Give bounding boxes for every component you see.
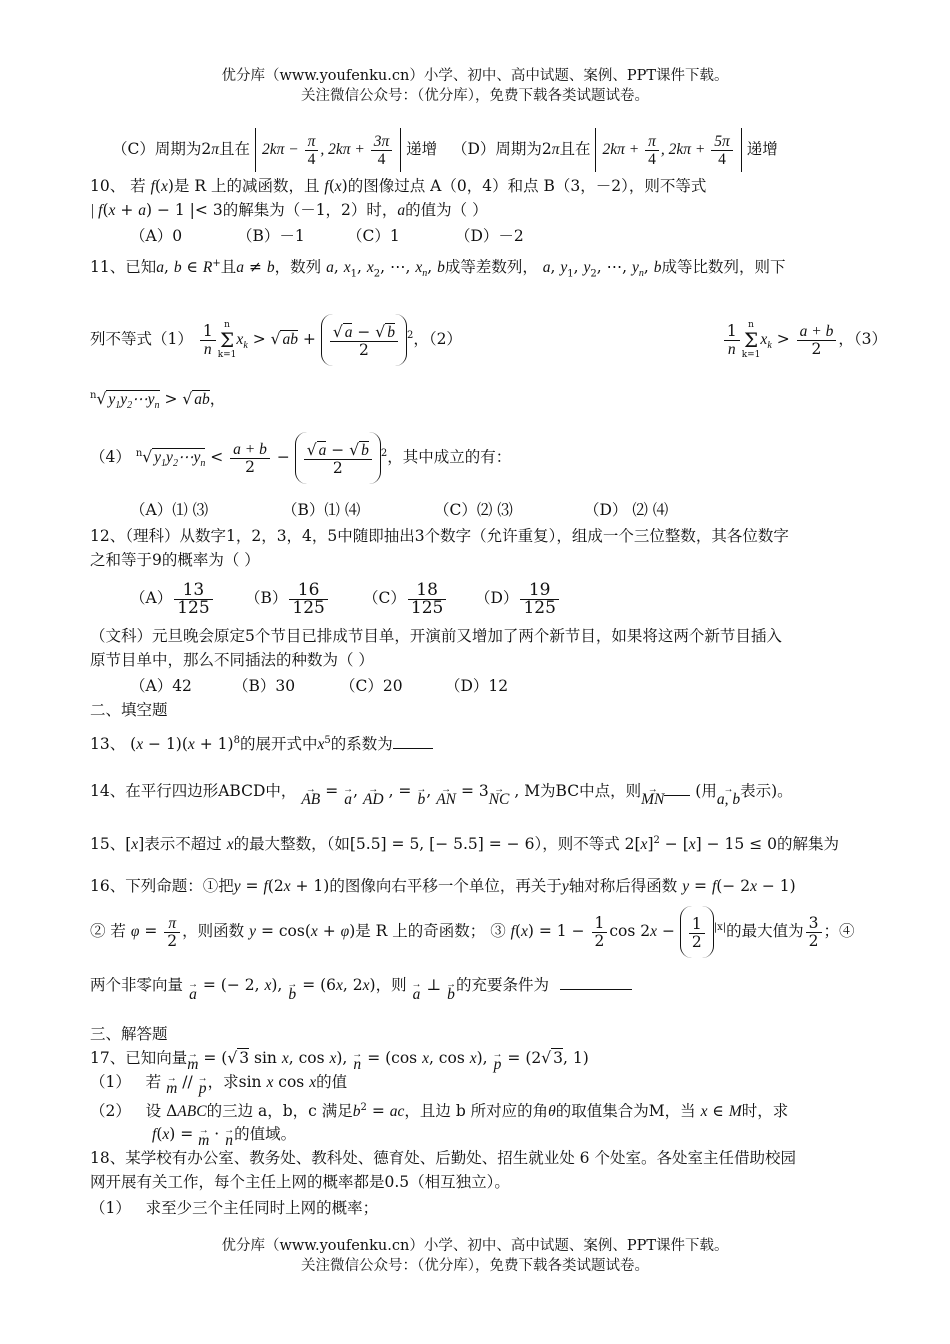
q13-b: 的展开式中 [239, 735, 318, 754]
q16-f: 是 R 上的奇函数； ③ [355, 922, 506, 941]
q16-line-3: 两个非零向量 → a = (− 2, x), → b = (6x, 2x)，则 → a ⊥ → b的充要条件为 [90, 970, 858, 1001]
q17-p2b: 的三边 a，b，c 满足 [206, 1102, 353, 1121]
q12-option-a-num: 13 [174, 582, 212, 600]
q11-text-g: ，（2） [413, 330, 462, 349]
q11-text-a: 11、已知 [90, 258, 157, 277]
section-3-title: 三、解答题 [90, 1025, 168, 1043]
q14-a: 14、在平行四边形ABCD中， [90, 782, 297, 800]
q17-p1a: 若 [145, 1073, 162, 1091]
q12-option-c: （C） $\frac{18}{125}$ [363, 576, 475, 620]
q10-text-c: 的图像过点 A（0，4）和点 B（3，－2），则不等式 [347, 177, 707, 195]
q10-option-a: （A）0 [130, 227, 183, 245]
q12-wen-line-1: （文科）元旦晚会原定5个节目已排成节目单，开演前又增加了两个新节目，如果将这两个新节目插入 [90, 627, 782, 645]
q11-line-4: （4） $^n$√ $y_1y_2\cdots y_n$ < $\frac{a + b}{2}$ − $\frac{√ a - √ b}{2}$ $^2$，其中成立的有： [90, 430, 858, 488]
page-footer [0, 1236, 950, 1276]
q12-wen-option-d: （D）12 [445, 677, 509, 695]
q10-option-c: （C）1 [347, 227, 400, 245]
q18-line-2: 网开展有关工作，每个主任上网的概率都是0.5（相互独立）。 [90, 1173, 510, 1191]
q15-e: 的解集为 [776, 835, 839, 854]
q11-text-k: ，其中成立的有： [387, 448, 512, 467]
q12-options [130, 576, 858, 620]
q11-text-d: 成等差数列， [444, 258, 538, 277]
q12-option-d-num: 19 [520, 582, 558, 600]
q18-part-1 [90, 1196, 858, 1220]
q16-c: 轴对称后得函数 [568, 877, 678, 895]
q10-text-e: 的值为（ ） [405, 201, 488, 219]
q9-c-suffix: 递增 [406, 140, 438, 158]
q12-line-1: 12、（理科）从数字1，2，3，4，5中随即抽出3个数字（允许重复），组成一个三位整数，其各位数字 [90, 527, 789, 545]
q17-a: 17、已知向量 [90, 1049, 188, 1067]
q16-j: ，则 [375, 976, 407, 994]
q17-p2a: 设 [145, 1102, 162, 1121]
q9-c-interval: 2kπ − $\frac{\pi}{4}$ , 2kπ + $\frac{3\pi}{4}$ [255, 128, 401, 172]
q17-part-1: （1） 若 → m // → p，求sin x cos x的值 [90, 1070, 858, 1095]
q12-option-b-num: 16 [289, 582, 327, 600]
q12-option-b: （B） $\frac{16}{125}$ [245, 576, 363, 620]
q12-option-b-den: 125 [292, 597, 325, 618]
q12-wen-option-c: （C）20 [340, 677, 403, 695]
q16-line-2: ② 若 φ = $\frac{\pi}{2}$ ，则函数 y = cos(x + φ)是 R 上的奇函数； ③ f(x) = 1 − $\frac{1}{2}$ cos 2x − $\frac{1}{2}$ $^{|x|}$的最大值为 $\frac{3}{2}$ ；④ [90, 904, 858, 958]
q12-option-c-num: 18 [408, 582, 446, 600]
q17-p2e: 时，求 [741, 1102, 789, 1121]
q11-option-a: （A）⑴ ⑶ [130, 501, 209, 519]
q11-line-3: $^n$√ $y_1y_2\cdots y_n$ > √ ab， [90, 390, 226, 412]
q13: 13、 $(x - 1)(x + 1)^8$的展开式中$x^5$的系数为 [90, 726, 858, 760]
q16-b: 的图像向右平移一个单位，再关于 [329, 877, 562, 895]
q9-c-prefix: （C）周期为2 [112, 140, 212, 158]
q12-wen-options [130, 674, 858, 698]
q15-c: 的最大整数，（如 [233, 835, 350, 854]
q10-text-d: 的解集为（－1，2）时， [222, 201, 398, 219]
q11-text-j: （4） [90, 448, 131, 467]
q12-wen-line-2: 原节目单中，那么不同插法的种数为（ ） [90, 651, 374, 669]
q15-a: 15、 [90, 835, 126, 854]
q9-c-mid: 且在 [219, 140, 251, 158]
q17-p2c: ，且边 b 所对应的角 [404, 1102, 549, 1121]
q15-b: 表示不超过 [144, 835, 222, 854]
q11-line-1: 11、已知a, b ∈ R+且a ≠ b，数列 a, $x_1$, $x_2$, ⋯, $x_n$, b成等差数列， a, $y_1$, $y_2$, ⋯, $y_n$, b成等比数列，则下 [90, 258, 786, 280]
q16-h: ；④ [823, 922, 855, 941]
q9-d-prefix: （D）周期为2 [451, 140, 552, 158]
q12-option-c-den: 125 [410, 597, 444, 618]
q12-wen-option-a: （A）42 [130, 677, 192, 695]
q12-option-d: （D） $\frac{19}{125}$ [475, 576, 561, 620]
q15-d: ），则不等式 [534, 835, 620, 854]
q9-d-mid: 且在 [559, 140, 591, 158]
q10-text-a: 10、 若 [90, 177, 146, 195]
q11-line-2: 列不等式（1） $\frac{1}{n}$ n Σ $k=1x_k$ > √ ab + $\frac{√ a - √ b}{2}$ $^2$，（2） $\frac{1}{n}$ n Σ $k=1x_k$ > $\frac{a + b}{2}$ ，（3） [90, 312, 858, 370]
q10-option-d: （D）－2 [455, 227, 524, 245]
q17-p2f: 的值域。 [234, 1125, 297, 1143]
q13-c: 的系数为 [330, 735, 393, 754]
q17-part-2: （2） 设 ΔABC的三边 a，b，c 满足$b^2$ = ac，且边 b 所对应的角θ的取值集合为M，当 x ∈ M时，求 [90, 1102, 789, 1121]
q10-line-1: 10、 若 f(x)是 R 上的减函数，且 f(x)的图像过点 A（0，4）和点 B（3，－2），则不等式 [90, 177, 707, 195]
q17-p1b: ，求 [207, 1073, 239, 1091]
q11-text-b: 且 [220, 258, 237, 277]
footer-line-2: 关注微信公众号：（优分库），免费下载各类试题试卷。 [301, 1258, 649, 1274]
q17-p1-label: （1） [90, 1073, 131, 1091]
section-2-title: 二、填空题 [90, 701, 168, 719]
q16-answer-blank[interactable] [560, 975, 632, 990]
q17-p2d: 的取值集合为M，当 [555, 1102, 696, 1121]
q16-e: ，则函数 [182, 922, 245, 941]
header-line-1: 优分库（www.youfenku.cn）小学、初中、高中试题、案例、PPT课件下载。 [221, 68, 729, 84]
q14: 14、在平行四边形ABCD中， → AB = → a, → AD , = → b, → AN = 3→ NC , M为BC中点，则→ MN (用→ a, b表示)。 [90, 776, 858, 806]
q16-k: 的充要条件为 [455, 976, 549, 994]
q9-d-interval: 2kπ + $\frac{\pi}{4}$ , 2kπ + $\frac{5\pi}{4}$ [595, 128, 741, 172]
q15: 15、[x]表示不超过 x的最大整数，（如[5.5] = 5, [− 5.5] = − 6），则不等式 $2[x]^2 - [x] - 15 \le 0$的解集为 [90, 835, 839, 854]
q11-text-h: ，（3） [838, 330, 887, 349]
q18-p1-label: （1） [90, 1199, 131, 1217]
q16-i: 两个非零向量 [90, 976, 184, 994]
q17-line-1: 17、已知向量→ m = (√ 3 sin x, cos x), → n = (cos x, cos x), → p = (2√ 3, 1) [90, 1046, 858, 1071]
q11-text-c: ，数列 [274, 258, 322, 277]
q11-text-f: 列不等式（1） [90, 330, 193, 349]
q11-options [130, 498, 858, 522]
q10-options [130, 224, 858, 248]
q18-line-1: 18、某学校有办公室、教务处、教科处、德育处、后勤处、招生就业处 6 个处室。各处室主任借助校园 [90, 1149, 796, 1167]
q12-option-d-den: 125 [523, 597, 556, 618]
q10-line-2: | f(x + a) − 1 |< 3的解集为（－1，2）时，a的值为（ ） [90, 201, 488, 219]
q14-d: 表示)。 [740, 782, 793, 800]
page-header [0, 66, 950, 106]
q17-part-2-cont: f(x) = → m · → n的值域。 [152, 1122, 858, 1147]
q16-a: 16、下列命题：①把 [90, 877, 234, 895]
q13-answer-blank[interactable] [393, 734, 433, 749]
q11-option-d: （D） ⑵ ⑷ [584, 501, 669, 519]
q14-answer-blank[interactable] [664, 781, 690, 796]
q12-option-a-den: 125 [177, 597, 210, 618]
q9-options: （C）周期为2π且在 2kπ − $\frac{\pi}{4}$ , 2kπ + $\frac{3\pi}{4}$ 递增 （D）周期为2π且在 2kπ + $\frac{\pi}{4}$ , 2kπ + $\frac{5\pi}{4}$ 递增 [112, 128, 858, 172]
q12-option-a: （A） $\frac{13}{125}$ [130, 576, 245, 620]
q14-c: (用 [695, 782, 717, 800]
q16-line-1: 16、下列命题：①把y = f(2x + 1)的图像向右平移一个单位，再关于y轴对称后得函数 y = f(− 2x − 1) [90, 877, 796, 895]
q14-b: M为BC中点，则 [524, 782, 642, 800]
q16-g: 的最大值为 [726, 922, 804, 941]
header-line-2: 关注微信公众号：（优分库），免费下载各类试题试卷。 [301, 88, 649, 104]
q12-line-2: 之和等于9的概率为（ ） [90, 551, 260, 569]
q12-wen-option-b: （B）30 [233, 677, 296, 695]
q13-a: 13、 [90, 735, 126, 754]
q17-p1c: 的值 [316, 1073, 348, 1091]
q10-option-b: （B）－1 [237, 227, 305, 245]
q11-text-e: 成等比数列，则下 [661, 258, 786, 277]
q18-p1a: 求至少三个主任同时上网的概率； [145, 1199, 379, 1217]
footer-line-1: 优分库（www.youfenku.cn）小学、初中、高中试题、案例、PPT课件下载。 [221, 1238, 729, 1254]
q11-option-c: （C）⑵ ⑶ [434, 501, 513, 519]
q16-d: ② 若 [90, 922, 126, 941]
q11-option-b: （B）⑴ ⑷ [282, 501, 361, 519]
q17-p2-label: （2） [90, 1102, 131, 1121]
q11-text-i: ， [209, 390, 226, 409]
q9-d-suffix: 递增 [746, 140, 778, 158]
q10-text-b: 是 R 上的减函数，且 [173, 177, 320, 195]
